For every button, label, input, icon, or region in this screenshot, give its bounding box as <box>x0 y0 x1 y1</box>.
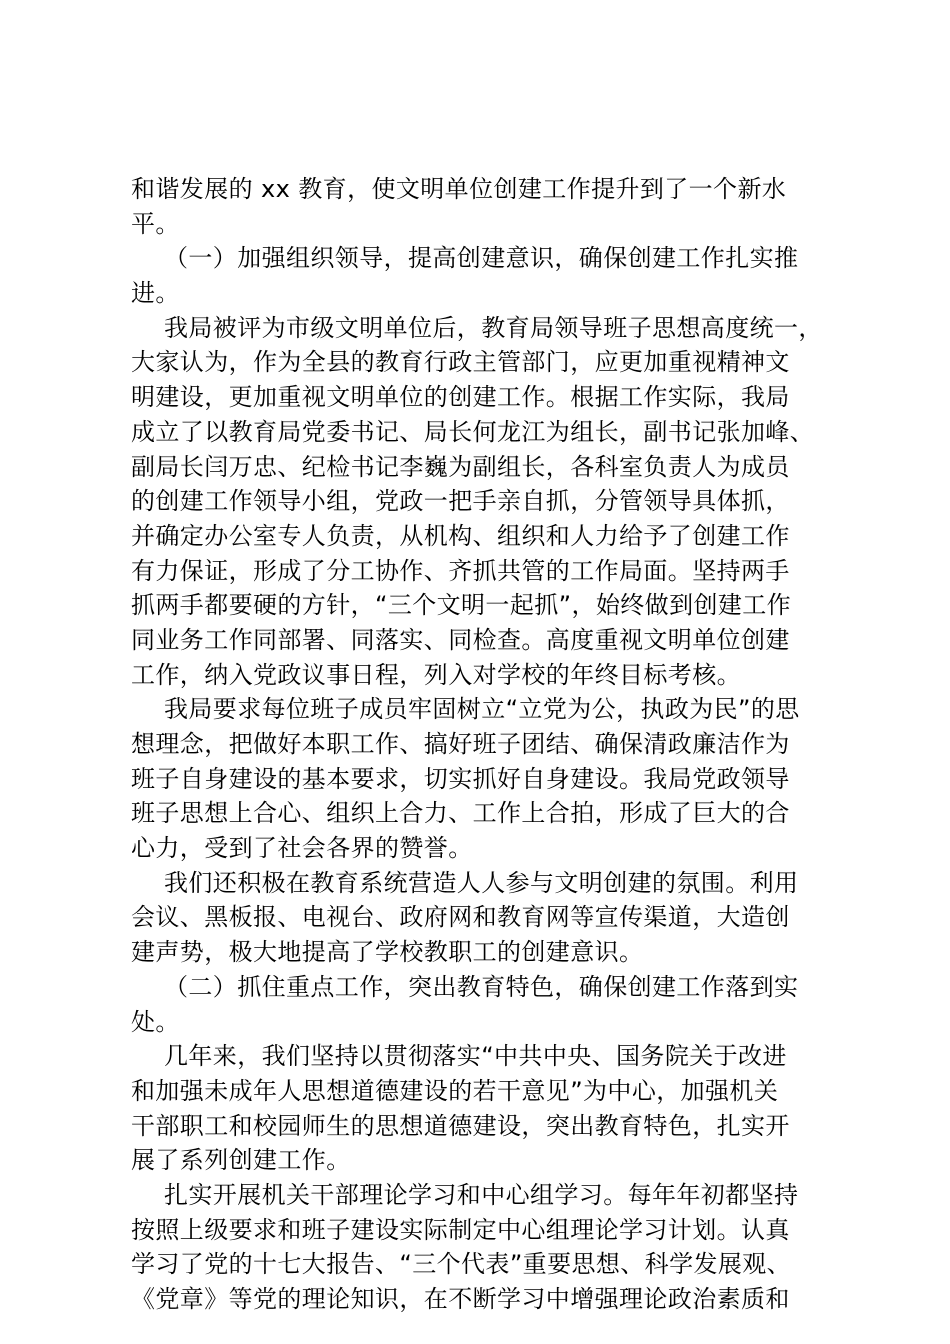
text-line: 平。 <box>131 209 180 238</box>
text-line: 成立了以教育局党委书记、局长何龙江为组长，副书记张加峰、 <box>131 417 815 446</box>
text-line: （二）抓住重点工作，突出教育特色，确保创建工作落到实 <box>164 972 799 1001</box>
text-line: 想理念，把做好本职工作、搞好班子团结、确保清政廉洁作为 <box>131 730 790 758</box>
text-line: 抓两手都要硬的方针，“三个文明一起抓”，始终做到创建工作 <box>131 591 792 620</box>
text-line: 和加强未成年人思想道德建设的若干意见”为中心，加强机关 <box>131 1076 779 1105</box>
text-line: 班子思想上合心、组织上合力、工作上合拍，形成了巨大的合 <box>131 799 790 828</box>
document-body <box>131 172 831 1317</box>
text-line: 和谐发展的 xx 教育，使文明单位创建工作提升到了一个新水 <box>131 175 787 203</box>
text-line: 的创建工作领导小组，党政一把手亲自抓，分管领导具体抓， <box>131 487 790 516</box>
text-line: 我们还积极在教育系统营造人人参与文明创建的氛围。利用 <box>164 868 799 897</box>
text-line: 学习了党的十七大报告、“三个代表”重要思想、科学发展观、 <box>131 1250 792 1279</box>
text-line: 进。 <box>131 279 180 308</box>
text-line: （一）加强组织领导，提高创建意识，确保创建工作扎实推 <box>164 244 799 273</box>
text-line: 处。 <box>131 1007 180 1036</box>
text-line: 我局要求每位班子成员牢固树立“立党为公，执政为民”的思 <box>164 695 800 724</box>
text-line: 有力保证，形成了分工协作、齐抓共管的工作局面。坚持两手 <box>131 556 790 585</box>
text-line: 几年来，我们坚持以贯彻落实“中共中央、国务院关于改进 <box>164 1042 787 1071</box>
text-line: 会议、黑板报、电视台、政府网和教育网等宣传渠道，大造创 <box>131 903 790 932</box>
text-line: 按照上级要求和班子建设实际制定中心组理论学习计划。认真 <box>131 1215 790 1244</box>
text-line: 班子自身建设的基本要求，切实抓好自身建设。我局党政领导 <box>131 764 790 793</box>
text-line: 明建设，更加重视文明单位的创建工作。根据工作实际，我局 <box>131 383 790 412</box>
text-line: 展了系列创建工作。 <box>131 1146 351 1175</box>
text-line: 建声势，极大地提高了学校教职工的创建意识。 <box>131 938 644 967</box>
text-line: 《党章》等党的理论知识，在不断学习中增强理论政治素质和 <box>131 1285 790 1313</box>
text-line: 副局长闫万忠、纪检书记李巍为副组长，各科室负责人为成员 <box>131 452 790 481</box>
text-line: 我局被评为市级文明单位后，教育局领导班子思想高度统一， <box>164 313 823 342</box>
text-line: 大家认为，作为全县的教育行政主管部门，应更加重视精神文 <box>131 348 790 377</box>
text-line: 心力，受到了社会各界的赞誉。 <box>131 834 473 863</box>
text-line: 干部职工和校园师生的思想道德建设，突出教育特色，扎实开 <box>131 1111 790 1140</box>
text-line: 并确定办公室专人负责，从机构、组织和人力给予了创建工作 <box>131 521 790 550</box>
text-line: 同业务工作同部署、同落实、同检查。高度重视文明单位创建 <box>131 625 790 654</box>
text-line: 扎实开展机关干部理论学习和中心组学习。每年年初都坚持 <box>164 1180 799 1209</box>
text-line: 工作，纳入党政议事日程，列入对学校的年终目标考核。 <box>131 660 741 689</box>
